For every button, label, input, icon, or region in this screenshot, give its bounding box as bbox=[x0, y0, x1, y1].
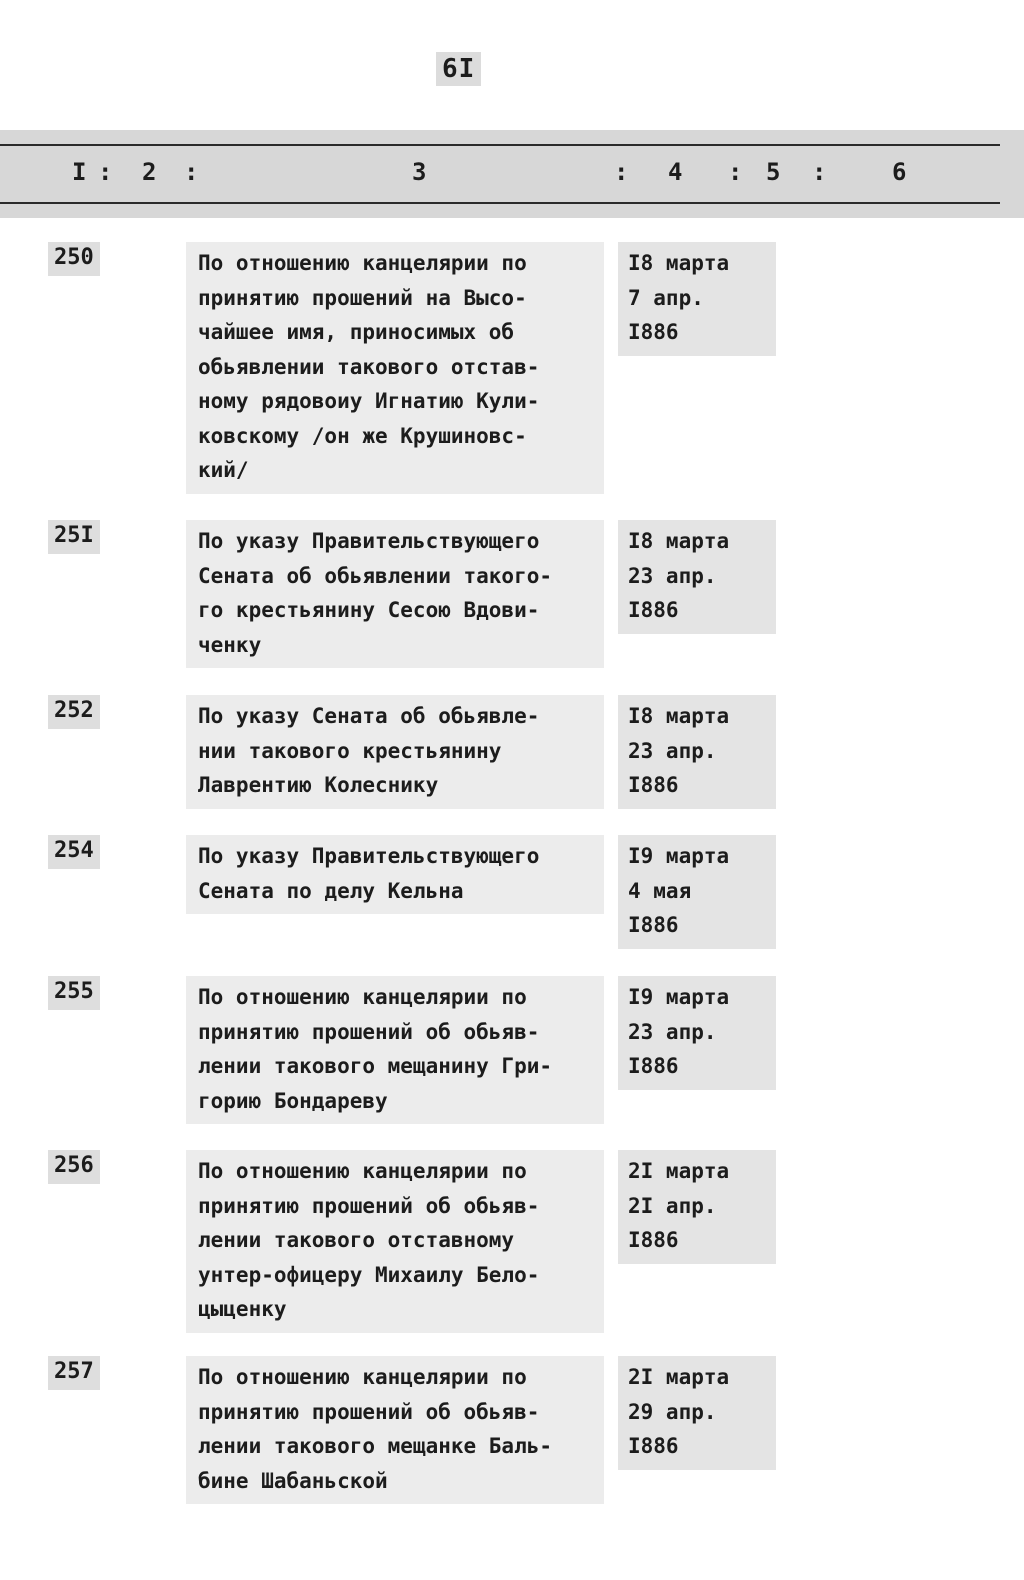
entry-number: 256 bbox=[48, 1150, 100, 1184]
entry-date-start: I8 марта bbox=[628, 251, 730, 275]
entry-description: По указу Сената об обьявле- нии такового крестьянину Лаврентию Колеснику bbox=[186, 695, 604, 809]
column-header bbox=[0, 130, 1024, 218]
entry-dates bbox=[618, 1150, 776, 1264]
column-label-3: 3 bbox=[412, 158, 427, 186]
entry-description: По указу Правительствующего Сената об обьявлении такого- го крестьянину Сесою Вдови- ченку bbox=[186, 520, 604, 668]
column-separator: : bbox=[614, 158, 629, 186]
column-label-1: I bbox=[72, 158, 87, 186]
entry-number: 254 bbox=[48, 835, 100, 869]
entry-year: I886 bbox=[628, 773, 679, 797]
entry-date-start: I9 марта bbox=[628, 985, 730, 1009]
entry-description: По отношению канцелярии по принятию прошений об обьяв- лении такового мещанке Баль- бине Шабаньской bbox=[186, 1356, 604, 1504]
entry-number: 255 bbox=[48, 976, 100, 1010]
entry-date-start: I9 марта bbox=[628, 844, 730, 868]
entry-date-start: 2I марта bbox=[628, 1159, 730, 1183]
entry-date-end: 23 апр. bbox=[628, 738, 717, 763]
entry-dates bbox=[618, 835, 776, 949]
entry-year: I886 bbox=[628, 598, 679, 622]
header-rule-bottom bbox=[0, 202, 1000, 204]
entry-date-end: 2I апр. bbox=[628, 1193, 717, 1218]
column-separator: : bbox=[728, 158, 743, 186]
entry-number: 250 bbox=[48, 242, 100, 276]
entry-date-end: 29 апр. bbox=[628, 1399, 717, 1424]
entry-year: I886 bbox=[628, 1228, 679, 1252]
entry-year: I886 bbox=[628, 913, 679, 937]
entry-year: I886 bbox=[628, 1054, 679, 1078]
entry-dates bbox=[618, 1356, 776, 1470]
column-label-2: 2 bbox=[142, 158, 157, 186]
entry-date-start: 2I марта bbox=[628, 1365, 730, 1389]
entry-date-end: 4 мая bbox=[628, 878, 692, 903]
entry-date-end: 23 апр. bbox=[628, 1019, 717, 1044]
entry-description: По отношению канцелярии по принятию прошений на Высо- чайшее имя, приносимых об обьявлении такового отстав- ному рядовоиу Игнатию Кули- ковскому /он же Крушиновс- кий/ bbox=[186, 242, 604, 494]
column-label-6: 6 bbox=[892, 158, 907, 186]
entry-dates bbox=[618, 242, 776, 356]
column-separator: : bbox=[812, 158, 827, 186]
entry-number: 252 bbox=[48, 695, 100, 729]
header-rule-top bbox=[0, 144, 1000, 146]
column-label-5: 5 bbox=[766, 158, 781, 186]
entry-date-start: I8 марта bbox=[628, 529, 730, 553]
column-separator: : bbox=[184, 158, 199, 186]
entry-date-start: I8 марта bbox=[628, 704, 730, 728]
column-label-4: 4 bbox=[668, 158, 683, 186]
entry-dates bbox=[618, 520, 776, 634]
entry-date-end: 7 апр. bbox=[628, 285, 704, 310]
entry-description: По отношению канцелярии по принятию прошений об обьяв- лении такового отставному унтер-офицеру Михаилу Бело- цыценку bbox=[186, 1150, 604, 1333]
entry-number: 257 bbox=[48, 1356, 100, 1390]
entry-dates bbox=[618, 695, 776, 809]
entry-date-end: 23 апр. bbox=[628, 563, 717, 588]
page-number: 6I bbox=[436, 52, 481, 86]
entry-description: По указу Правительствующего Сената по делу Кельна bbox=[186, 835, 604, 914]
entry-number: 25I bbox=[48, 520, 100, 554]
column-separator: : bbox=[98, 158, 113, 186]
entry-year: I886 bbox=[628, 1434, 679, 1458]
entry-year: I886 bbox=[628, 320, 679, 344]
entry-description: По отношению канцелярии по принятию прошений об обьяв- лении такового мещанину Гри- горию Бондареву bbox=[186, 976, 604, 1124]
entry-dates bbox=[618, 976, 776, 1090]
